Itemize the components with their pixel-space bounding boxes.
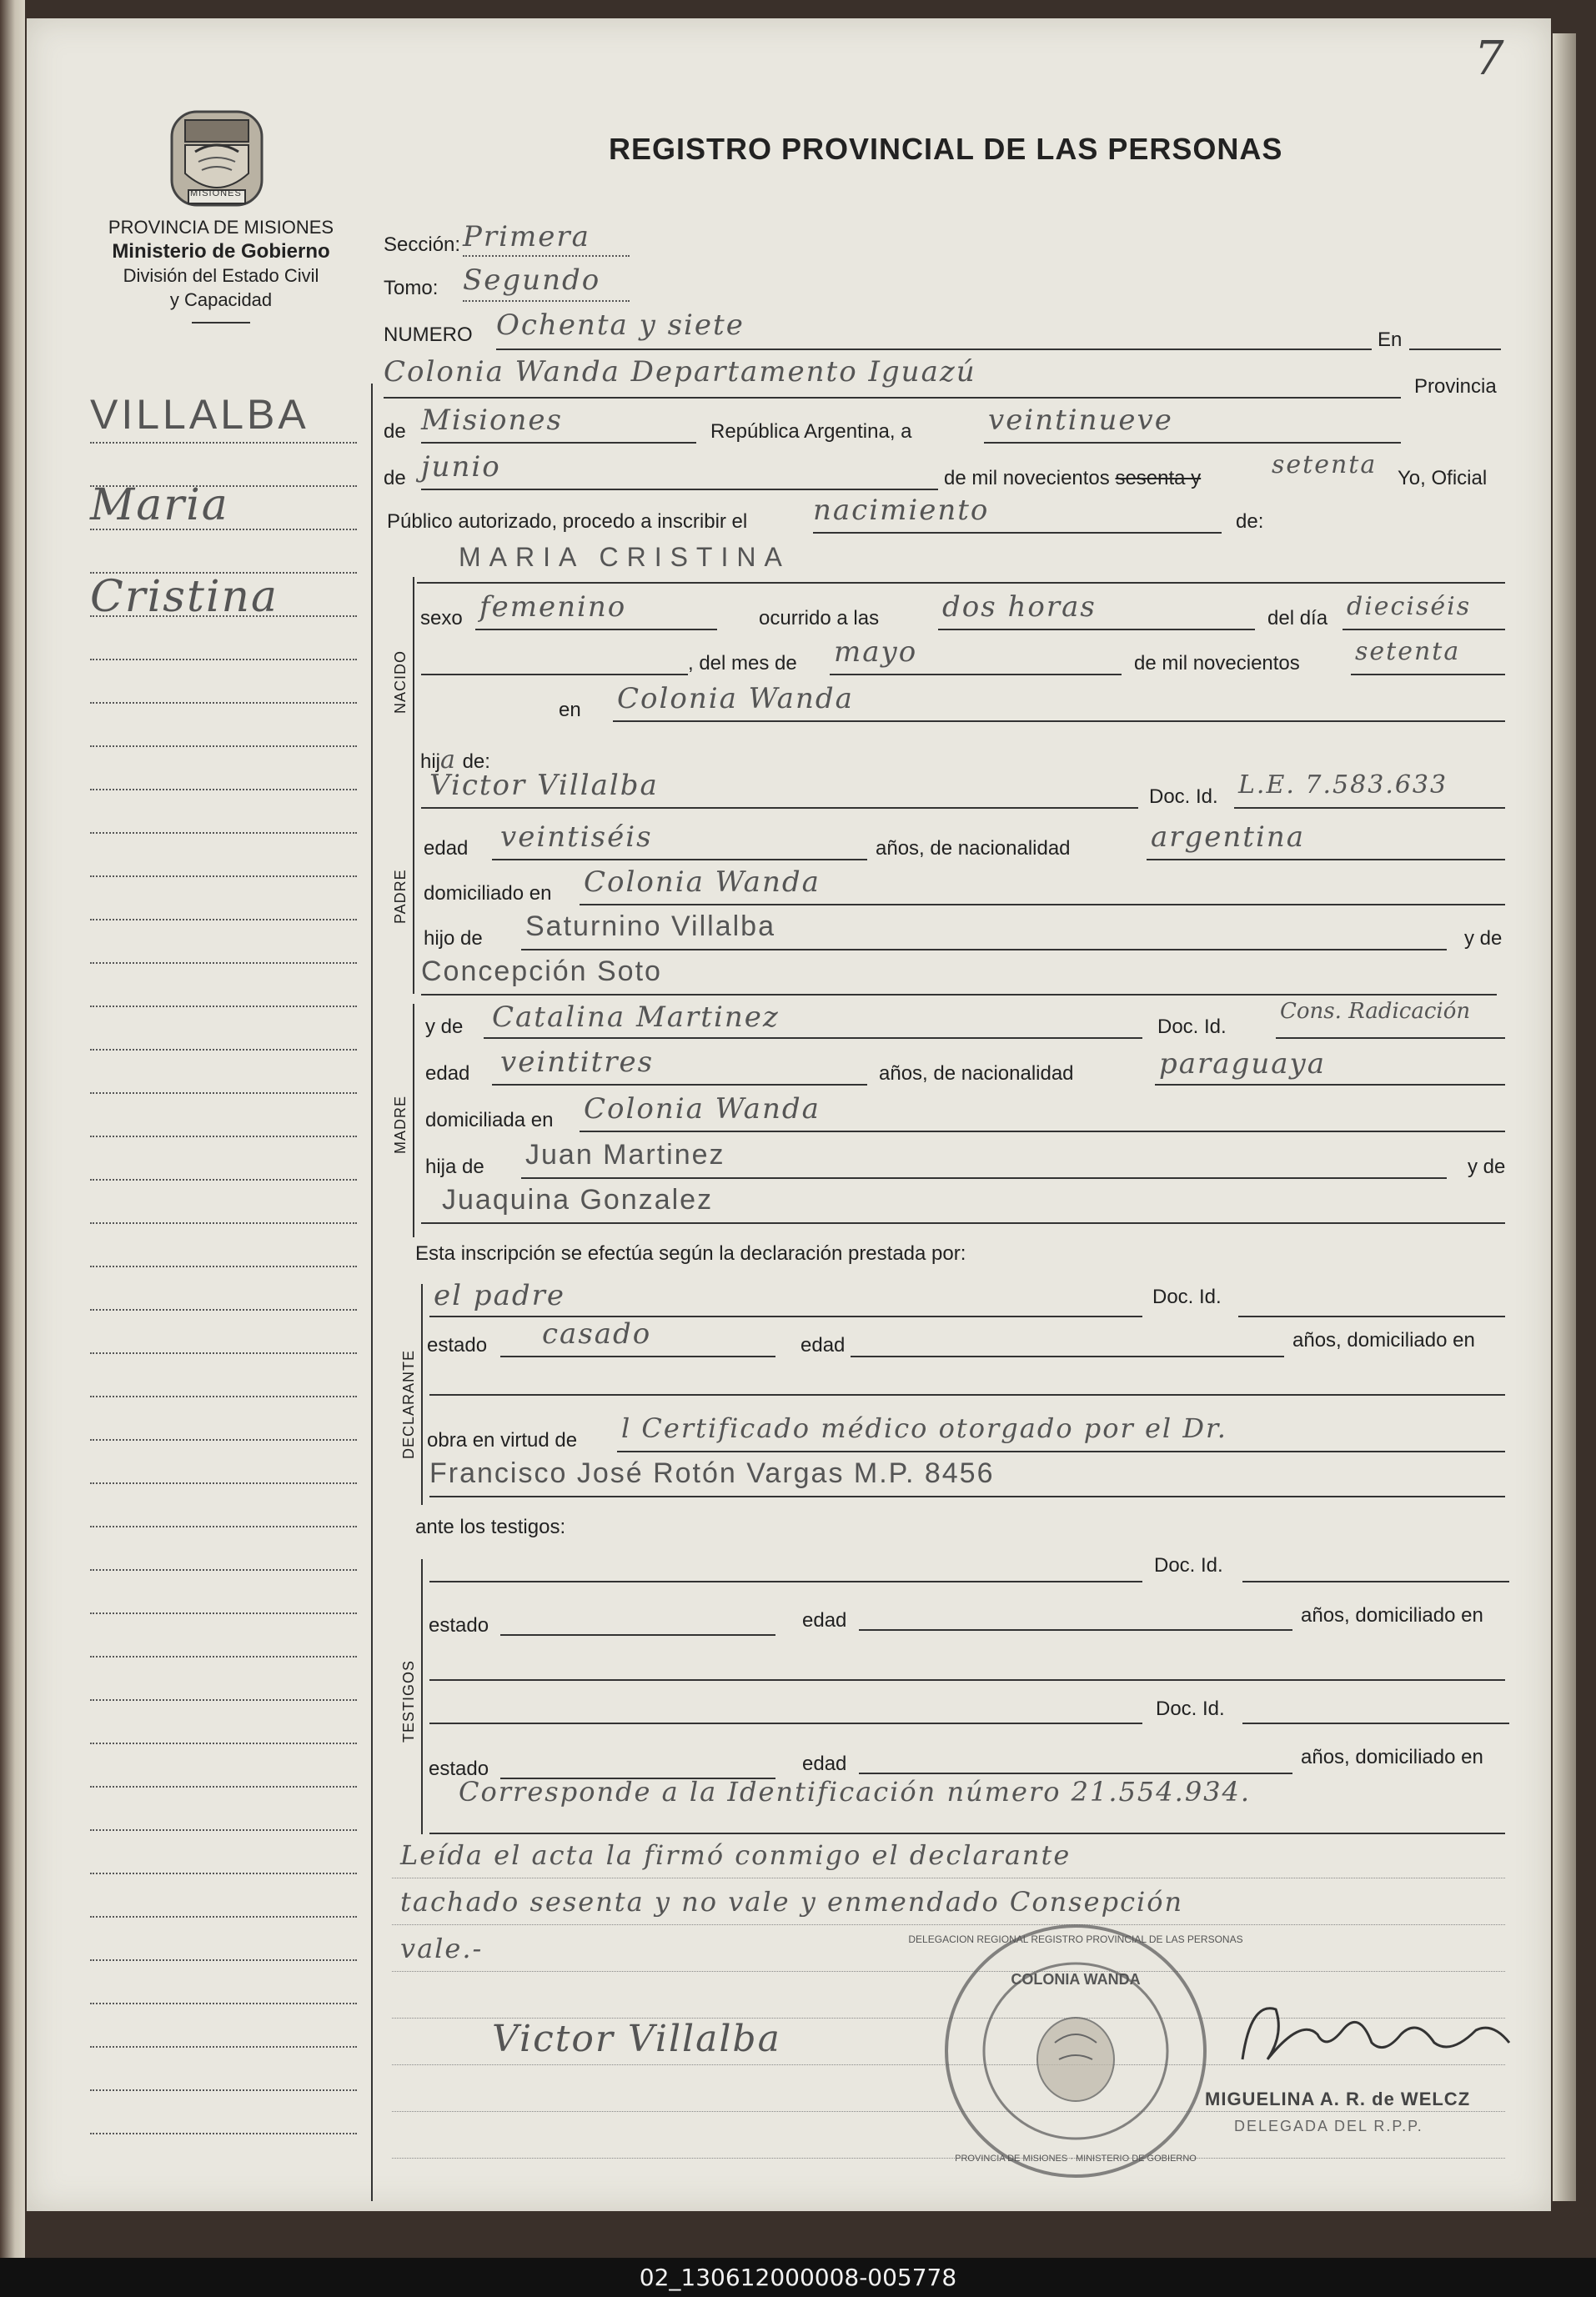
testigo2-name-line bbox=[429, 1723, 1142, 1724]
testigos-bar bbox=[421, 1559, 423, 1834]
margin-ruled-line bbox=[90, 1916, 357, 1918]
ocurrido-label: ocurrido a las bbox=[759, 607, 880, 629]
testigo1-anios-label: años, domiciliado en bbox=[1301, 1604, 1483, 1627]
declarante-name: el padre bbox=[434, 1279, 565, 1312]
tomo-value: Segundo bbox=[463, 263, 601, 297]
madre-dom-line bbox=[580, 1131, 1505, 1132]
madre-mother-value: Juaquina Gonzalez bbox=[442, 1184, 714, 1216]
margin-ruled-line bbox=[90, 1699, 357, 1701]
de-label: de bbox=[384, 420, 406, 443]
margin-ruled-line bbox=[90, 1439, 357, 1441]
obra-line bbox=[617, 1451, 1505, 1452]
stamp-bottom-text: PROVINCIA DE MISIONES · MINISTERIO DE GOBIERNO bbox=[955, 2154, 1197, 2164]
official-signature-icon bbox=[1226, 1984, 1518, 2076]
dia-value: dieciséis bbox=[1347, 592, 1472, 621]
de-label-2: de bbox=[384, 467, 406, 489]
provincia-line bbox=[421, 442, 696, 444]
day-value: veintinueve bbox=[988, 404, 1173, 437]
margin-ruled-line bbox=[90, 1743, 357, 1744]
dia-label: del día bbox=[1267, 607, 1328, 629]
page-edge bbox=[1553, 33, 1576, 2201]
year-value: setenta bbox=[1272, 450, 1378, 479]
margin-ruled-line bbox=[90, 1526, 357, 1527]
margin-ruled-line bbox=[90, 745, 357, 747]
stamp-outer-text: DELEGACION REGIONAL REGISTRO PROVINCIAL DE LAS PERSONAS bbox=[908, 1933, 1243, 1945]
ministry-rule bbox=[192, 322, 250, 323]
padre-mother-line bbox=[421, 994, 1497, 996]
margin-ruled-line bbox=[90, 1569, 357, 1571]
madre-label: MADRE bbox=[392, 1095, 409, 1154]
numero-line bbox=[496, 349, 1372, 350]
testigo2-anios-label: años, domiciliado en bbox=[1301, 1746, 1483, 1768]
note-line-1: Corresponde a la Identificación número 21.554.934. bbox=[459, 1776, 1252, 1808]
margin-ruled-line bbox=[90, 659, 357, 660]
padre-name: Victor Villalba bbox=[429, 769, 659, 802]
ministry-line-3: División del Estado Civil bbox=[123, 265, 319, 286]
padre-nac-value: argentina bbox=[1151, 820, 1306, 854]
official-role: DELEGADA DEL R.P.P. bbox=[1234, 2118, 1423, 2134]
place-value: Colonia Wanda Departamento Iguazú bbox=[384, 355, 976, 389]
declarante-estado-line bbox=[500, 1356, 775, 1357]
madre-bar bbox=[413, 1004, 414, 1237]
madre-mother-line bbox=[421, 1222, 1505, 1224]
margin-ruled-line bbox=[90, 702, 357, 704]
numero-value: Ochenta y siete bbox=[496, 308, 745, 342]
margin-ruled-line bbox=[90, 1352, 357, 1354]
crest-label: MISIONES bbox=[190, 188, 242, 198]
margin-divider bbox=[371, 384, 373, 2201]
madre-yde2-label: y de bbox=[1468, 1156, 1506, 1178]
declarante-intro: Esta inscripción se efectúa según la declaración prestada por: bbox=[415, 1242, 966, 1265]
margin-ruled-line bbox=[90, 1612, 357, 1614]
dia-cont-line bbox=[421, 674, 688, 675]
nacido-name: MARIA CRISTINA bbox=[459, 542, 790, 572]
madre-yde-label: y de bbox=[425, 1016, 464, 1038]
obra-value: l Certificado médico otorgado por el Dr. bbox=[621, 1412, 1227, 1444]
margin-ruled-line bbox=[90, 919, 357, 920]
madre-name: Catalina Martinez bbox=[492, 1001, 780, 1034]
declarante-dom-line bbox=[429, 1394, 1505, 1396]
hij-de: de: bbox=[462, 750, 490, 773]
margin-ruled-line bbox=[90, 1482, 357, 1484]
madre-edad-label: edad bbox=[425, 1062, 470, 1085]
declarante-edad-label: edad bbox=[801, 1334, 846, 1357]
en-nacido-label: en bbox=[559, 699, 581, 721]
hij-suffix: a bbox=[440, 745, 457, 775]
margin-ruled-line bbox=[90, 789, 357, 790]
note-line-3: tachado sesenta y no vale y enmendado Consepción bbox=[400, 1886, 1184, 1918]
padre-bar bbox=[413, 785, 414, 994]
margin-ruled-line bbox=[90, 1873, 357, 1874]
year-struck: sesenta y bbox=[1115, 467, 1202, 489]
testigo1-edad-label: edad bbox=[802, 1609, 847, 1632]
padre-dom-line bbox=[580, 904, 1505, 905]
margin-ruled-line bbox=[90, 529, 357, 530]
act-value: nacimiento bbox=[813, 494, 990, 527]
anio-line bbox=[1351, 674, 1505, 675]
mes-value: mayo bbox=[834, 635, 918, 669]
padre-nac-line bbox=[1147, 859, 1505, 860]
act-line bbox=[813, 532, 1222, 534]
provincia-label: Provincia bbox=[1414, 375, 1497, 398]
margin-ruled-line bbox=[90, 875, 357, 877]
dia-line bbox=[1343, 629, 1505, 630]
padre-edad-line bbox=[492, 859, 867, 860]
madre-nac-label: años, de nacionalidad bbox=[879, 1062, 1074, 1085]
sexo-label: sexo bbox=[420, 607, 463, 629]
madre-doc-line bbox=[1276, 1037, 1505, 1039]
place-line bbox=[384, 397, 1401, 399]
testigo1-estado-label: estado bbox=[429, 1614, 489, 1637]
publico-label: Público autorizado, procedo a inscribir el bbox=[387, 510, 748, 533]
margin-ruled-line bbox=[90, 1309, 357, 1311]
declarante-name-line bbox=[429, 1316, 1142, 1317]
ministry-line-2: Ministerio de Gobierno bbox=[112, 240, 330, 263]
doctor-line bbox=[429, 1496, 1505, 1497]
day-line bbox=[984, 442, 1401, 444]
padre-edad-value: veintiséis bbox=[500, 820, 653, 854]
madre-doc-label: Doc. Id. bbox=[1157, 1016, 1227, 1038]
margin-ruled-line bbox=[90, 572, 357, 574]
lugar-line bbox=[613, 720, 1505, 722]
anio-label: de mil novecientos bbox=[1134, 652, 1300, 675]
margin-ruled-line bbox=[90, 2003, 357, 2004]
testigo1-dom-line bbox=[429, 1679, 1505, 1681]
padre-label: PADRE bbox=[392, 869, 409, 924]
margin-ruled-line bbox=[90, 485, 357, 487]
declarante-doc-label: Doc. Id. bbox=[1152, 1286, 1222, 1308]
testigo2-dom-line bbox=[429, 1833, 1505, 1834]
stamp-inner-text: COLONIA WANDA bbox=[1011, 1971, 1141, 1988]
padre-doc-line bbox=[1234, 807, 1505, 809]
official-name: MIGUELINA A. R. de WELCZ bbox=[1205, 2089, 1471, 2109]
margin-ruled-line bbox=[90, 2089, 357, 2091]
testigos-intro: ante los testigos: bbox=[415, 1516, 566, 1538]
testigo2-estado-label: estado bbox=[429, 1758, 489, 1780]
padre-mother-value: Concepción Soto bbox=[421, 955, 662, 987]
padre-nac-label: años, de nacionalidad bbox=[876, 837, 1071, 860]
testigo2-doc-label: Doc. Id. bbox=[1156, 1698, 1225, 1720]
margin-ruled-line bbox=[90, 1222, 357, 1224]
obra-label: obra en virtud de bbox=[427, 1429, 578, 1452]
madre-hija-label: hija de bbox=[425, 1156, 484, 1178]
testigo2-edad-line bbox=[859, 1773, 1292, 1774]
madre-nac-line bbox=[1155, 1084, 1505, 1086]
margin-ruled-line bbox=[90, 1266, 357, 1267]
declarante-bar bbox=[421, 1284, 423, 1505]
margin-ruled-line bbox=[90, 1092, 357, 1094]
lugar-value: Colonia Wanda bbox=[617, 682, 854, 715]
margin-ruled-line bbox=[90, 1049, 357, 1051]
margin-ruled-line bbox=[90, 962, 357, 964]
declarante-estado-value: casado bbox=[542, 1317, 652, 1351]
ministry-line-1: PROVINCIA DE MISIONES bbox=[108, 217, 334, 238]
madre-name-line bbox=[484, 1037, 1142, 1039]
madre-dom-label: domiciliada en bbox=[425, 1109, 554, 1131]
padre-hijo-label: hijo de bbox=[424, 927, 483, 950]
margin-ruled-line bbox=[90, 1396, 357, 1397]
year-label-pre: de mil novecientos bbox=[944, 467, 1110, 489]
yo-label: Yo, Oficial bbox=[1398, 467, 1488, 489]
madre-dom-value: Colonia Wanda bbox=[584, 1092, 821, 1126]
seccion-line bbox=[463, 255, 630, 257]
testigo1-edad-line bbox=[859, 1629, 1292, 1631]
margin-ruled-line bbox=[90, 832, 357, 834]
declarante-anios-label: años, domiciliado en bbox=[1292, 1329, 1475, 1352]
book-spine bbox=[0, 0, 25, 2258]
testigos-label: TESTIGOS bbox=[400, 1659, 417, 1743]
hij-prefix: hij bbox=[420, 750, 441, 773]
page-number: 7 bbox=[1474, 32, 1504, 86]
madre-father-value: Juan Martinez bbox=[525, 1139, 725, 1171]
sexo-value: femenino bbox=[479, 590, 627, 624]
ministry-block bbox=[75, 215, 367, 323]
hora-line bbox=[938, 629, 1255, 630]
official-stamp-icon bbox=[908, 1918, 1243, 2184]
de-label-3: de: bbox=[1236, 510, 1264, 533]
madre-father-line bbox=[521, 1177, 1447, 1179]
numero-label: NUMERO bbox=[384, 323, 473, 346]
padre-edad-label: edad bbox=[424, 837, 469, 860]
doctor-value: Francisco José Rotón Vargas M.P. 8456 bbox=[429, 1457, 995, 1489]
margin-ruled-line bbox=[90, 1179, 357, 1181]
padre-doc-value: L.E. 7.583.633 bbox=[1238, 770, 1448, 800]
nacido-label: NACIDO bbox=[392, 649, 409, 714]
padre-father-value: Saturnino Villalba bbox=[525, 910, 775, 942]
note-line-2: Leída el acta la firmó conmigo el declarante bbox=[400, 1839, 1072, 1871]
margin-ruled-line bbox=[90, 1136, 357, 1137]
hora-value: dos horas bbox=[942, 590, 1097, 624]
mes-line bbox=[830, 674, 1122, 675]
padre-dom-label: domiciliado en bbox=[424, 882, 552, 905]
seccion-label: Sección: bbox=[384, 233, 461, 256]
padre-yde-label: y de bbox=[1464, 927, 1503, 950]
note-line-4: vale.- bbox=[400, 1933, 484, 1964]
margin-given-2: Cristina bbox=[90, 572, 279, 622]
margin-ruled-line bbox=[90, 2133, 357, 2134]
padre-dom-value: Colonia Wanda bbox=[584, 865, 821, 899]
sexo-line bbox=[475, 629, 717, 630]
testigo1-name-line bbox=[429, 1581, 1142, 1582]
margin-ruled-line bbox=[90, 1786, 357, 1788]
nacido-name-line bbox=[417, 582, 1505, 584]
republica-label: República Argentina, a bbox=[710, 420, 912, 443]
mes-label: , del mes de bbox=[688, 652, 797, 675]
margin-given-1: Maria bbox=[90, 480, 229, 530]
page-title: REGISTRO PROVINCIAL DE LAS PERSONAS bbox=[609, 132, 1283, 166]
tomo-line bbox=[463, 300, 630, 302]
en-label: En bbox=[1378, 329, 1403, 351]
testigo1-doc-line bbox=[1242, 1581, 1509, 1582]
madre-edad-line bbox=[492, 1084, 867, 1086]
declarante-label: DECLARANTE bbox=[400, 1349, 417, 1459]
nacido-bar bbox=[413, 577, 414, 797]
margin-ruled-line bbox=[90, 615, 357, 617]
declarant-signature: Victor Villalba bbox=[492, 2018, 781, 2060]
margin-ruled-line bbox=[90, 1006, 357, 1007]
seccion-value: Primera bbox=[463, 220, 590, 253]
padre-doc-label: Doc. Id. bbox=[1149, 785, 1218, 808]
ministry-line-4: y Capacidad bbox=[169, 289, 273, 310]
padre-father-line bbox=[521, 949, 1447, 950]
provincia-value: Misiones bbox=[421, 404, 563, 437]
anio-value: setenta bbox=[1355, 637, 1461, 666]
margin-surname: VILLALBA bbox=[90, 391, 309, 438]
en-line bbox=[1409, 349, 1501, 350]
declarante-doc-line bbox=[1238, 1316, 1505, 1317]
margin-ruled-line bbox=[90, 1829, 357, 1831]
madre-doc-value: Cons. Radicación bbox=[1280, 999, 1471, 1024]
declarante-edad-line bbox=[851, 1356, 1284, 1357]
testigo1-doc-label: Doc. Id. bbox=[1154, 1554, 1223, 1577]
testigo2-doc-line bbox=[1242, 1723, 1509, 1724]
madre-edad-value: veintitres bbox=[500, 1046, 655, 1079]
tomo-label: Tomo: bbox=[384, 277, 439, 299]
margin-ruled-line bbox=[90, 442, 357, 444]
month-value: junio bbox=[421, 450, 501, 484]
margin-ruled-line bbox=[90, 2046, 357, 2048]
testigo1-estado-line bbox=[500, 1634, 775, 1636]
margin-ruled-line bbox=[90, 1959, 357, 1961]
margin-ruled-line bbox=[90, 1656, 357, 1658]
scan-id-footer: 02_130612000008-005778 bbox=[0, 2258, 1596, 2297]
padre-name-line bbox=[421, 807, 1138, 809]
month-line bbox=[421, 489, 938, 490]
madre-nac-value: paraguaya bbox=[1159, 1047, 1326, 1081]
declarante-estado-label: estado bbox=[427, 1334, 488, 1357]
testigo2-edad-label: edad bbox=[802, 1753, 847, 1775]
year-label bbox=[944, 467, 1201, 490]
